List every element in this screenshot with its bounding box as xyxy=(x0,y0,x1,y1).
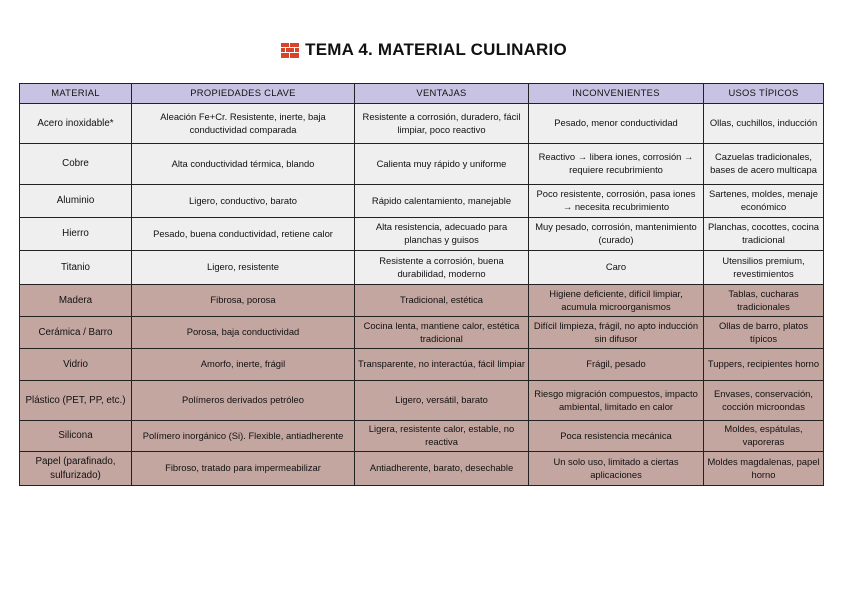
material-cell: Plástico (PET, PP, etc.) xyxy=(20,381,132,421)
properties-cell: Amorfo, inerte, frágil xyxy=(132,349,355,381)
table-row xyxy=(20,104,824,144)
disadvantages-cell: Reactivo → libera iones, corrosión → requiere recubrimiento xyxy=(529,144,704,185)
uses-cell: Tuppers, recipientes horno xyxy=(704,349,824,381)
properties-cell: Fibrosa, porosa xyxy=(132,285,355,317)
advantages-cell: Transparente, no interactúa, fácil limpiar xyxy=(355,349,529,381)
properties-cell: Alta conductividad térmica, blando xyxy=(132,144,355,185)
advantages-cell: Calienta muy rápido y uniforme xyxy=(355,144,529,185)
table-row xyxy=(20,185,824,218)
advantages-cell: Cocina lenta, mantiene calor, estética tradicional xyxy=(355,317,529,349)
table-row xyxy=(20,452,824,486)
advantages-cell: Alta resistencia, adecuado para planchas y guisos xyxy=(355,218,529,251)
advantages-cell: Resistente a corrosión, duradero, fácil limpiar, poco reactivo xyxy=(355,104,529,144)
material-cell: Cobre xyxy=(20,144,132,185)
advantages-cell: Ligero, versátil, barato xyxy=(355,381,529,421)
page-title: TEMA 4. MATERIAL CULINARIO xyxy=(305,40,567,59)
material-cell: Aluminio xyxy=(20,185,132,218)
disadvantages-cell: Higiene deficiente, difícil limpiar, acumula microorganismos xyxy=(529,285,704,317)
disadvantages-cell: Frágil, pesado xyxy=(529,349,704,381)
materials-table xyxy=(19,83,824,486)
table-row xyxy=(20,317,824,349)
uses-cell: Utensilios premium, revestimientos xyxy=(704,251,824,285)
properties-cell: Aleación Fe+Cr. Resistente, inerte, baja conductividad comparada xyxy=(132,104,355,144)
material-cell: Papel (parafinado, sulfurizado) xyxy=(20,452,132,486)
column-header-properties: PROPIEDADES CLAVE xyxy=(132,84,355,104)
table-row xyxy=(20,421,824,452)
advantages-cell: Rápido calentamiento, manejable xyxy=(355,185,529,218)
properties-cell: Porosa, baja conductividad xyxy=(132,317,355,349)
uses-cell: Moldes magdalenas, papel horno xyxy=(704,452,824,486)
table-header-row xyxy=(20,84,824,104)
column-header-material: MATERIAL xyxy=(20,84,132,104)
uses-cell: Moldes, espátulas, vaporeras xyxy=(704,421,824,452)
advantages-cell: Resistente a corrosión, buena durabilidad, moderno xyxy=(355,251,529,285)
material-cell: Hierro xyxy=(20,218,132,251)
table-row xyxy=(20,285,824,317)
disadvantages-cell: Riesgo migración compuestos, impacto ambiental, limitado en calor xyxy=(529,381,704,421)
uses-cell: Cazuelas tradicionales, bases de acero multicapa xyxy=(704,144,824,185)
disadvantages-cell: Caro xyxy=(529,251,704,285)
material-cell: Titanio xyxy=(20,251,132,285)
advantages-cell: Ligera, resistente calor, estable, no reactiva xyxy=(355,421,529,452)
disadvantages-cell: Muy pesado, corrosión, mantenimiento (curado) xyxy=(529,218,704,251)
uses-cell: Envases, conservación, cocción microondas xyxy=(704,381,824,421)
table-row xyxy=(20,251,824,285)
material-cell: Vidrio xyxy=(20,349,132,381)
disadvantages-cell: Pesado, menor conductividad xyxy=(529,104,704,144)
advantages-cell: Antiadherente, barato, desechable xyxy=(355,452,529,486)
properties-cell: Polímeros derivados petróleo xyxy=(132,381,355,421)
table-row xyxy=(20,349,824,381)
uses-cell: Planchas, cocottes, cocina tradicional xyxy=(704,218,824,251)
table-row xyxy=(20,144,824,185)
column-header-advantages: VENTAJAS xyxy=(355,84,529,104)
column-header-disadvantages: INCONVENIENTES xyxy=(529,84,704,104)
disadvantages-cell: Poca resistencia mecánica xyxy=(529,421,704,452)
properties-cell: Fibroso, tratado para impermeabilizar xyxy=(132,452,355,486)
properties-cell: Ligero, conductivo, barato xyxy=(132,185,355,218)
table-row xyxy=(20,381,824,421)
material-cell: Silicona xyxy=(20,421,132,452)
material-cell: Acero inoxidable* xyxy=(20,104,132,144)
disadvantages-cell: Poco resistente, corrosión, pasa iones → necesita recubrimiento xyxy=(529,185,704,218)
table-row xyxy=(20,218,824,251)
brick-wall-icon xyxy=(281,43,299,58)
material-cell: Cerámica / Barro xyxy=(20,317,132,349)
uses-cell: Ollas de barro, platos típicos xyxy=(704,317,824,349)
uses-cell: Sartenes, moldes, menaje económico xyxy=(704,185,824,218)
title-row xyxy=(0,40,848,60)
material-cell: Madera xyxy=(20,285,132,317)
uses-cell: Ollas, cuchillos, inducción xyxy=(704,104,824,144)
properties-cell: Ligero, resistente xyxy=(132,251,355,285)
disadvantages-cell: Un solo uso, limitado a ciertas aplicaciones xyxy=(529,452,704,486)
uses-cell: Tablas, cucharas tradicionales xyxy=(704,285,824,317)
properties-cell: Polímero inorgánico (Si). Flexible, antiadherente xyxy=(132,421,355,452)
disadvantages-cell: Difícil limpieza, frágil, no apto inducción sin difusor xyxy=(529,317,704,349)
advantages-cell: Tradicional, estética xyxy=(355,285,529,317)
properties-cell: Pesado, buena conductividad, retiene calor xyxy=(132,218,355,251)
column-header-uses: USOS TÍPICOS xyxy=(704,84,824,104)
